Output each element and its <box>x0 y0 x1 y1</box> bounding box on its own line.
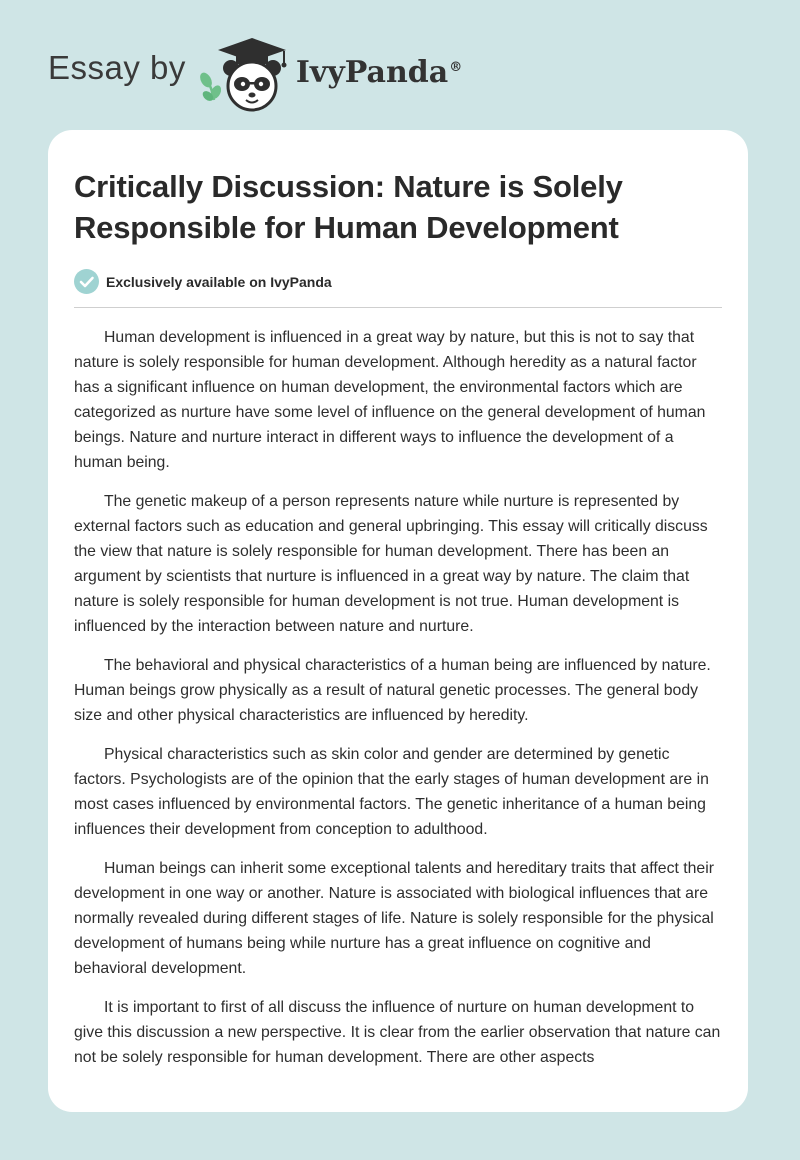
brand-name[interactable] <box>296 55 462 90</box>
exclusive-badge-label: Exclusively available on IvyPanda <box>106 273 332 290</box>
essay-paragraph: It is important to first of all discuss the influence of nurture on human development to give this discussion a new perspective. It is clear from the earlier observation that nature can not be solely responsible for human development. There are other aspects <box>74 999 721 1066</box>
registered-mark: ® <box>449 59 463 75</box>
panda-logo-icon[interactable] <box>200 34 292 114</box>
brand-prefix: Essay by <box>48 49 186 86</box>
essay-paragraph: Human beings can inherit some exceptional talents and hereditary traits that affect their development in one way or another. Nature is associated with biological influences that are normally revealed during different stages of life. Nature is solely responsible for the physical development of humans being while nurture has a great influence on cognitive and behavioral development. <box>74 860 714 977</box>
site-header <box>48 34 462 114</box>
essay-card <box>48 130 748 1112</box>
essay-body <box>74 325 722 1070</box>
essay-title: Critically Discussion: Nature is Solely Responsible for Human Development <box>74 169 623 245</box>
leaf-icon <box>200 71 223 103</box>
essay-paragraph: The behavioral and physical characteristics of a human being are influenced by nature. Human beings grow physically as a result of natural genetic processes. The general body size and other physical characteristics are influenced by heredity. <box>74 657 711 724</box>
essay-paragraph: Physical characteristics such as skin color and gender are determined by genetic factors. Psychologists are of the opinion that the early stages of human development are in most cases influenced by environmental factors. The genetic inheritance of a human being influences their development from conception to adulthood. <box>74 746 709 838</box>
check-circle-icon <box>74 269 99 294</box>
title-divider <box>74 307 722 308</box>
exclusive-badge <box>74 269 722 294</box>
essay-paragraph: Human development is influenced in a great way by nature, but this is not to say that nature is solely responsible for human development. Although heredity as a natural factor has a significant influence on human development, the environmental factors which are categorized as nurture have some level of influence on the general development of human beings. Nature and nurture interact in different ways to influence the development of a human being. <box>74 329 706 471</box>
essay-paragraph: The genetic makeup of a person represents nature while nurture is represented by external factors such as education and general upbringing. This essay will critically discuss the view that nature is solely responsible for human development. There has been an argument by scientists that nurture is influenced in a great way by nature. The claim that nature is solely responsible for human development is not true. Human development is influenced by the interaction between nature and nurture. <box>74 493 708 635</box>
brand-name-text: IvyPanda <box>295 54 449 90</box>
